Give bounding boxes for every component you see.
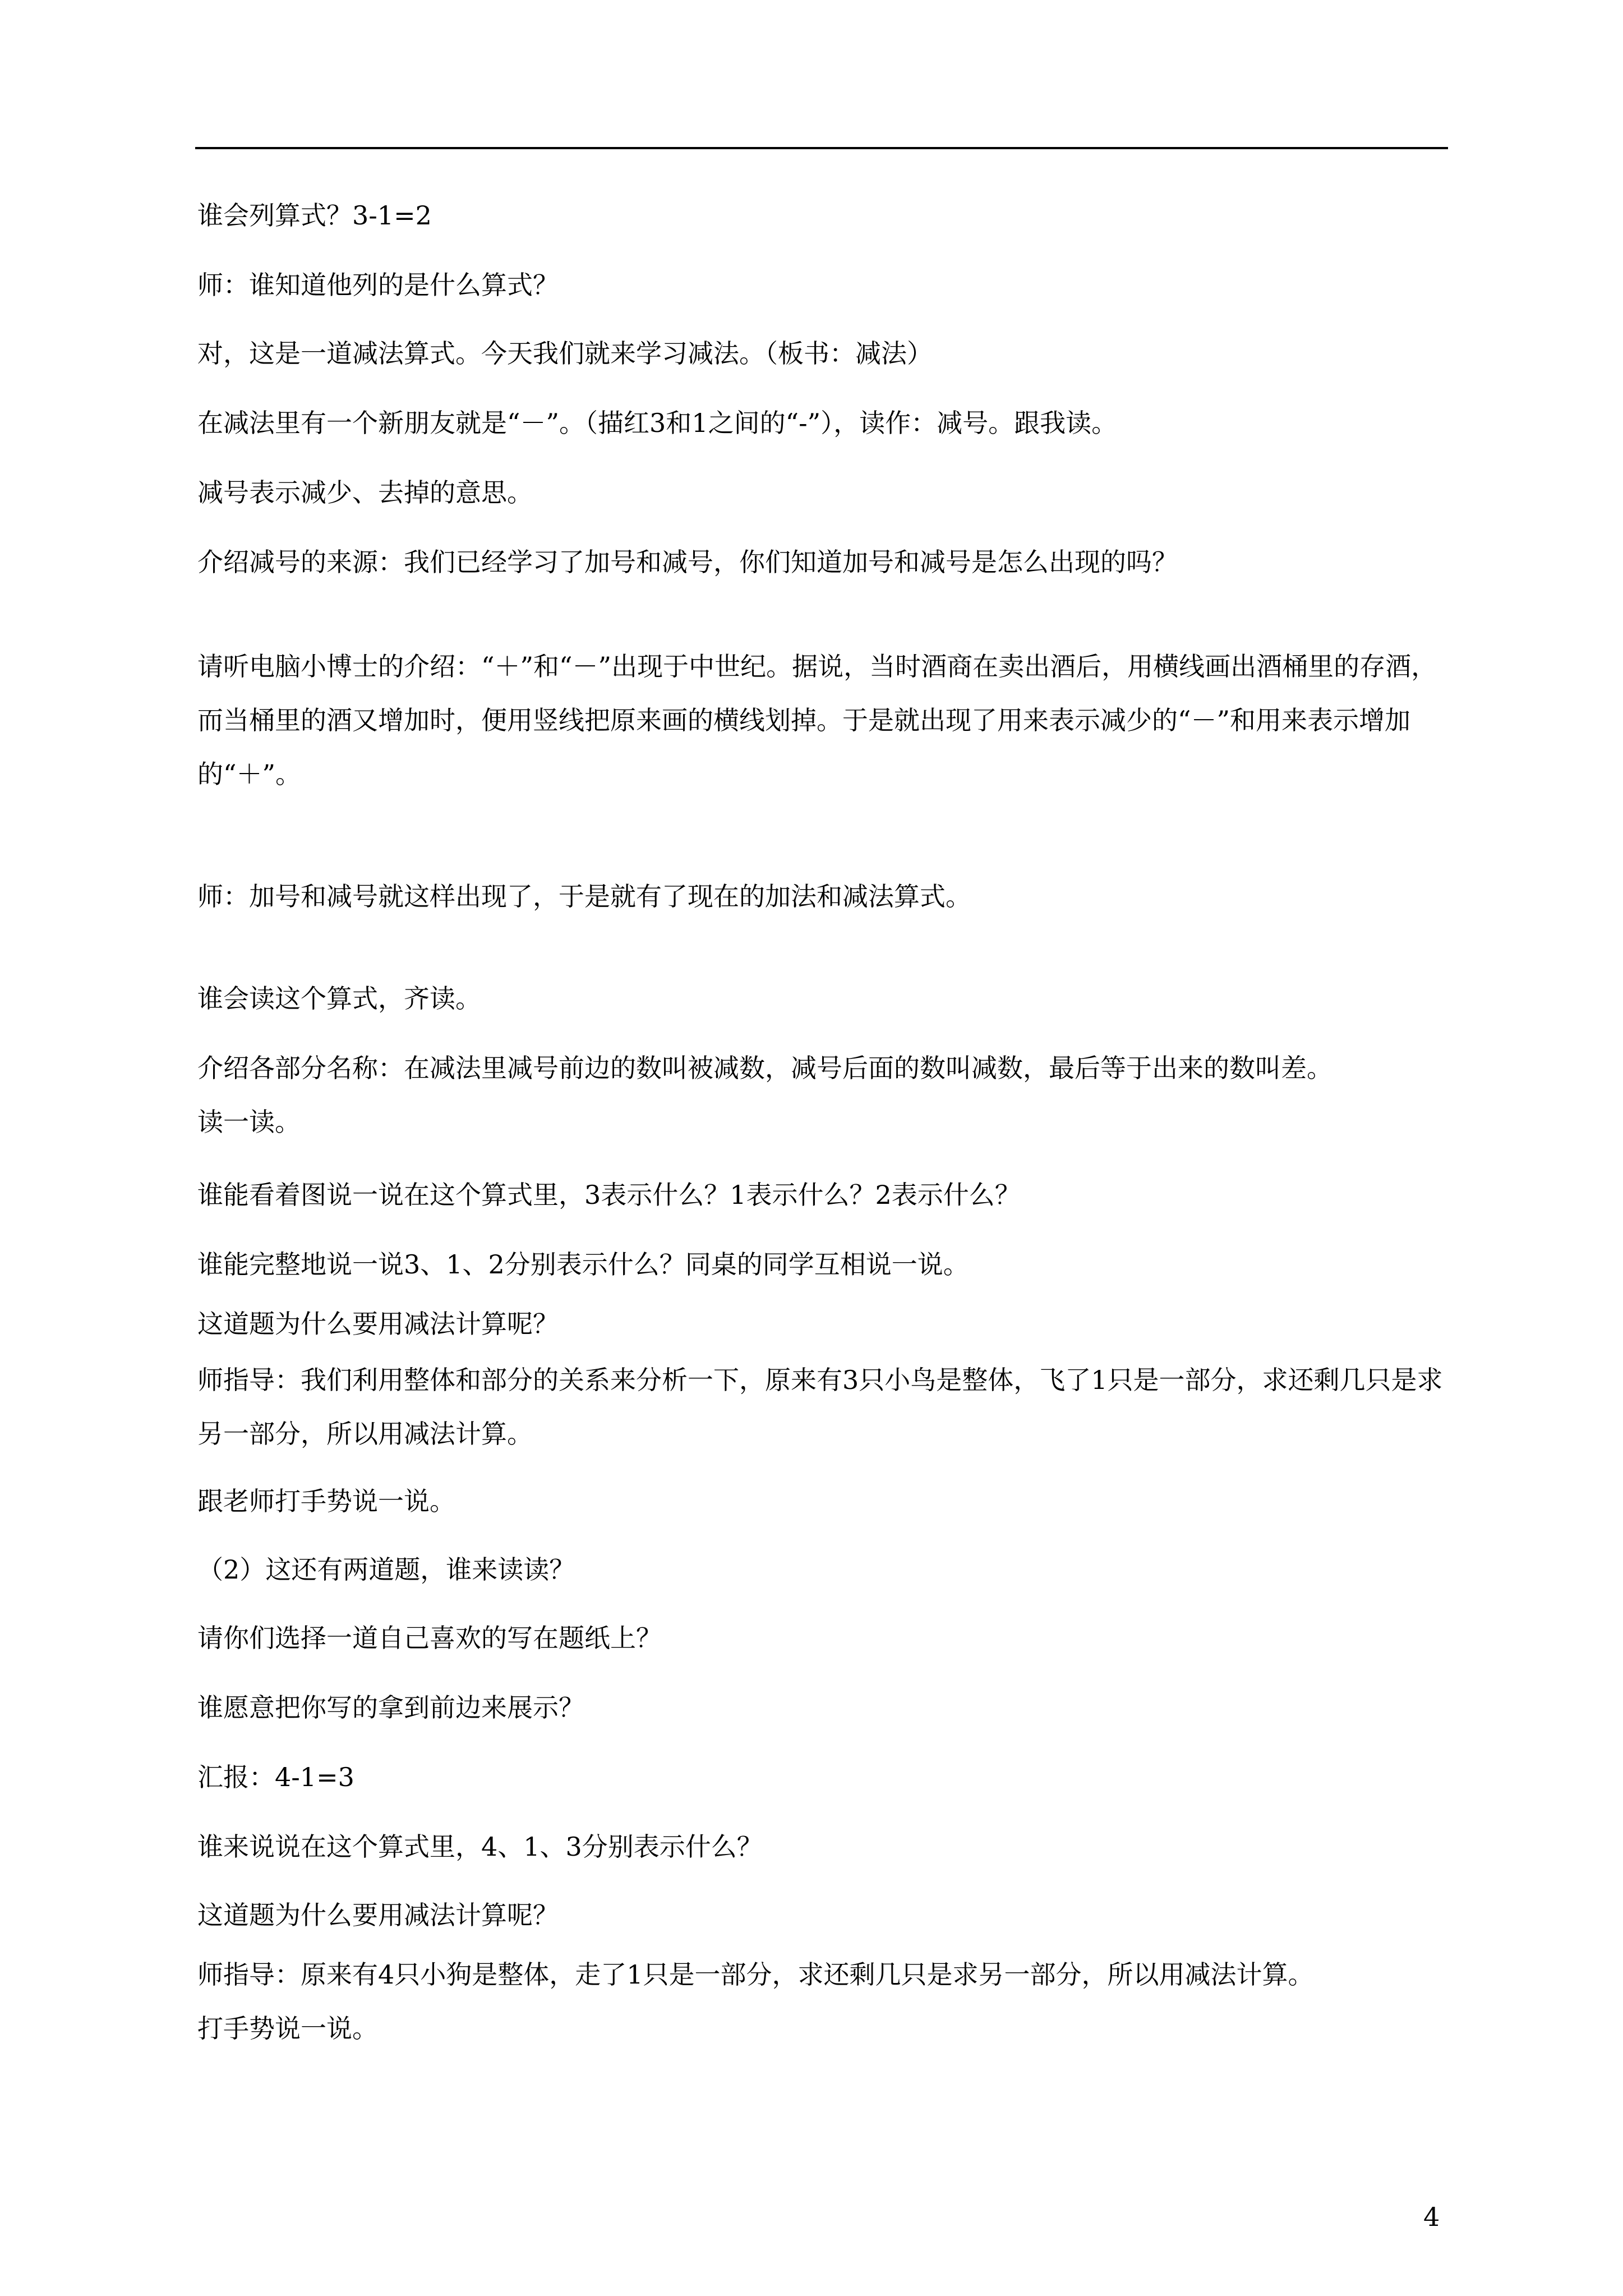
text-paragraph: 师指导：我们利用整体和部分的关系来分析一下，原来有3只小鸟是整体，飞了1只是一部分，求还剩几只是求另一部分，所以用减法计算。 bbox=[197, 1365, 1443, 1449]
text-line: 这道题为什么要用减法计算呢？ bbox=[197, 1900, 559, 1930]
text-line: 谁来说说在这个算式里，4、1、3分别表示什么？ bbox=[197, 1832, 763, 1862]
text-line: 对，这是一道减法算式。今天我们就来学习减法。（板书：减法） bbox=[197, 338, 933, 369]
text-line: 介绍减号的来源：我们已经学习了加号和减号，你们知道加号和减号是怎么出现的吗？ bbox=[197, 547, 1178, 577]
text-line: 请你们选择一道自己喜欢的写在题纸上？ bbox=[197, 1623, 662, 1653]
text-line: 谁能看着图说一说在这个算式里，3表示什么？1表示什么？2表示什么？ bbox=[197, 1180, 1021, 1210]
text-line: 谁愿意把你写的拿到前边来展示？ bbox=[197, 1692, 584, 1723]
text-line: 减号表示减少、去掉的意思。 bbox=[197, 477, 533, 508]
text-line: 汇报：4-1=3 bbox=[197, 1762, 354, 1792]
text-line: 打手势说一说。 bbox=[197, 2013, 378, 2044]
text-line: 这道题为什么要用减法计算呢？ bbox=[197, 1309, 559, 1339]
text-line: 谁会读这个算式，齐读。 bbox=[197, 983, 481, 1014]
text-line: （2）这还有两道题，谁来读读？ bbox=[197, 1554, 575, 1585]
text-line: 谁能完整地说一说3、1、2分别表示什么？同桌的同学互相说一说。 bbox=[197, 1249, 969, 1280]
text-line: 谁会列算式？3-1=2 bbox=[197, 200, 432, 231]
text-paragraph: 请听电脑小博士的介绍：“＋”和“－”出现于中世纪。据说，当时酒商在卖出酒后，用横线画出酒桶里的存酒，而当桶里的酒又增加时，便用竖线把原来画的横线划掉。于是就出现了用来表示减少的“－”和用来表示增加的“＋”。 bbox=[197, 651, 1437, 789]
text-line: 跟老师打手势说一说。 bbox=[197, 1486, 455, 1516]
text-line: 师：加号和减号就这样出现了，于是就有了现在的加法和减法算式。 bbox=[197, 881, 971, 912]
text-line: 在减法里有一个新朋友就是“－”。（描红3和1之间的“-”），读作：减号。跟我读。 bbox=[197, 408, 1118, 438]
page-number: 4 bbox=[1423, 2202, 1440, 2232]
text-line: 师：谁知道他列的是什么算式？ bbox=[197, 270, 559, 300]
header-rule bbox=[195, 147, 1448, 149]
text-line: 介绍各部分名称：在减法里减号前边的数叫被减数，减号后面的数叫减数，最后等于出来的数叫差。 bbox=[197, 1053, 1332, 1083]
text-line: 师指导：原来有4只小狗是整体，走了1只是一部分，求还剩几只是求另一部分，所以用减法计算。 bbox=[197, 1959, 1314, 1990]
text-line: 读一读。 bbox=[197, 1107, 301, 1137]
